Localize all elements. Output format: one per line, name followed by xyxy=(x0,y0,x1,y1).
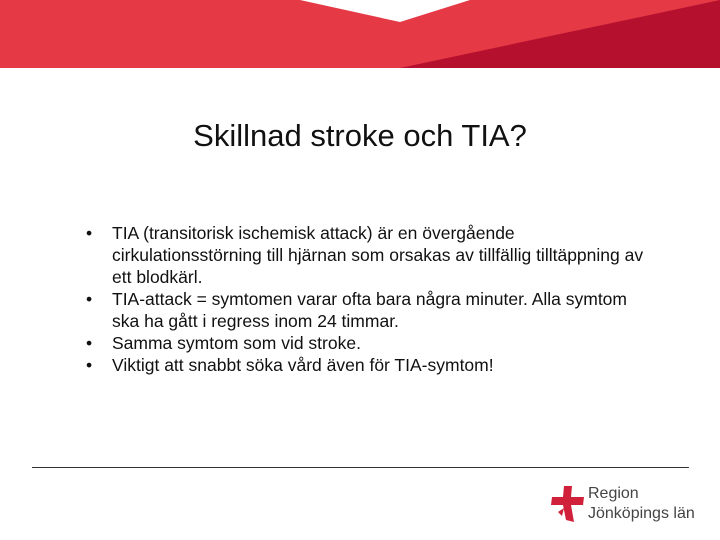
bullet-symbol: • xyxy=(86,355,93,375)
bullet-text: Viktigt att snabbt söka vård även för TIA-symtom! xyxy=(112,355,494,375)
bullet-symbol: • xyxy=(86,333,93,353)
bullet-text: TIA-attack = symtomen varar ofta bara några minuter. Alla symtom ska ha gått i regress inom 24 timmar. xyxy=(112,289,627,331)
logo-text xyxy=(588,484,695,524)
footer-divider xyxy=(32,467,689,468)
bullet-item-4 xyxy=(84,354,644,376)
bullet-symbol: • xyxy=(86,223,93,243)
bullet-text: Samma symtom som vid stroke. xyxy=(112,333,361,353)
bullet-item-3 xyxy=(84,332,644,354)
top-banner xyxy=(0,0,720,68)
red-cross-icon xyxy=(548,484,588,524)
bullet-text: TIA (transitorisk ischemisk attack) är en övergående cirkulationsstörning till hjärnan som orsakas av tillfällig tilltäppning av ett blodkärl. xyxy=(112,223,644,287)
bullet-list xyxy=(84,222,644,376)
bullet-item-2 xyxy=(84,288,644,332)
region-logo xyxy=(548,484,718,528)
slide-title: Skillnad stroke och TIA? xyxy=(193,118,527,153)
logo-line-name: Jönköpings län xyxy=(588,505,695,522)
bullet-symbol: • xyxy=(86,289,93,309)
bullet-item-1 xyxy=(84,222,644,288)
logo-line-region: Region xyxy=(588,485,639,502)
